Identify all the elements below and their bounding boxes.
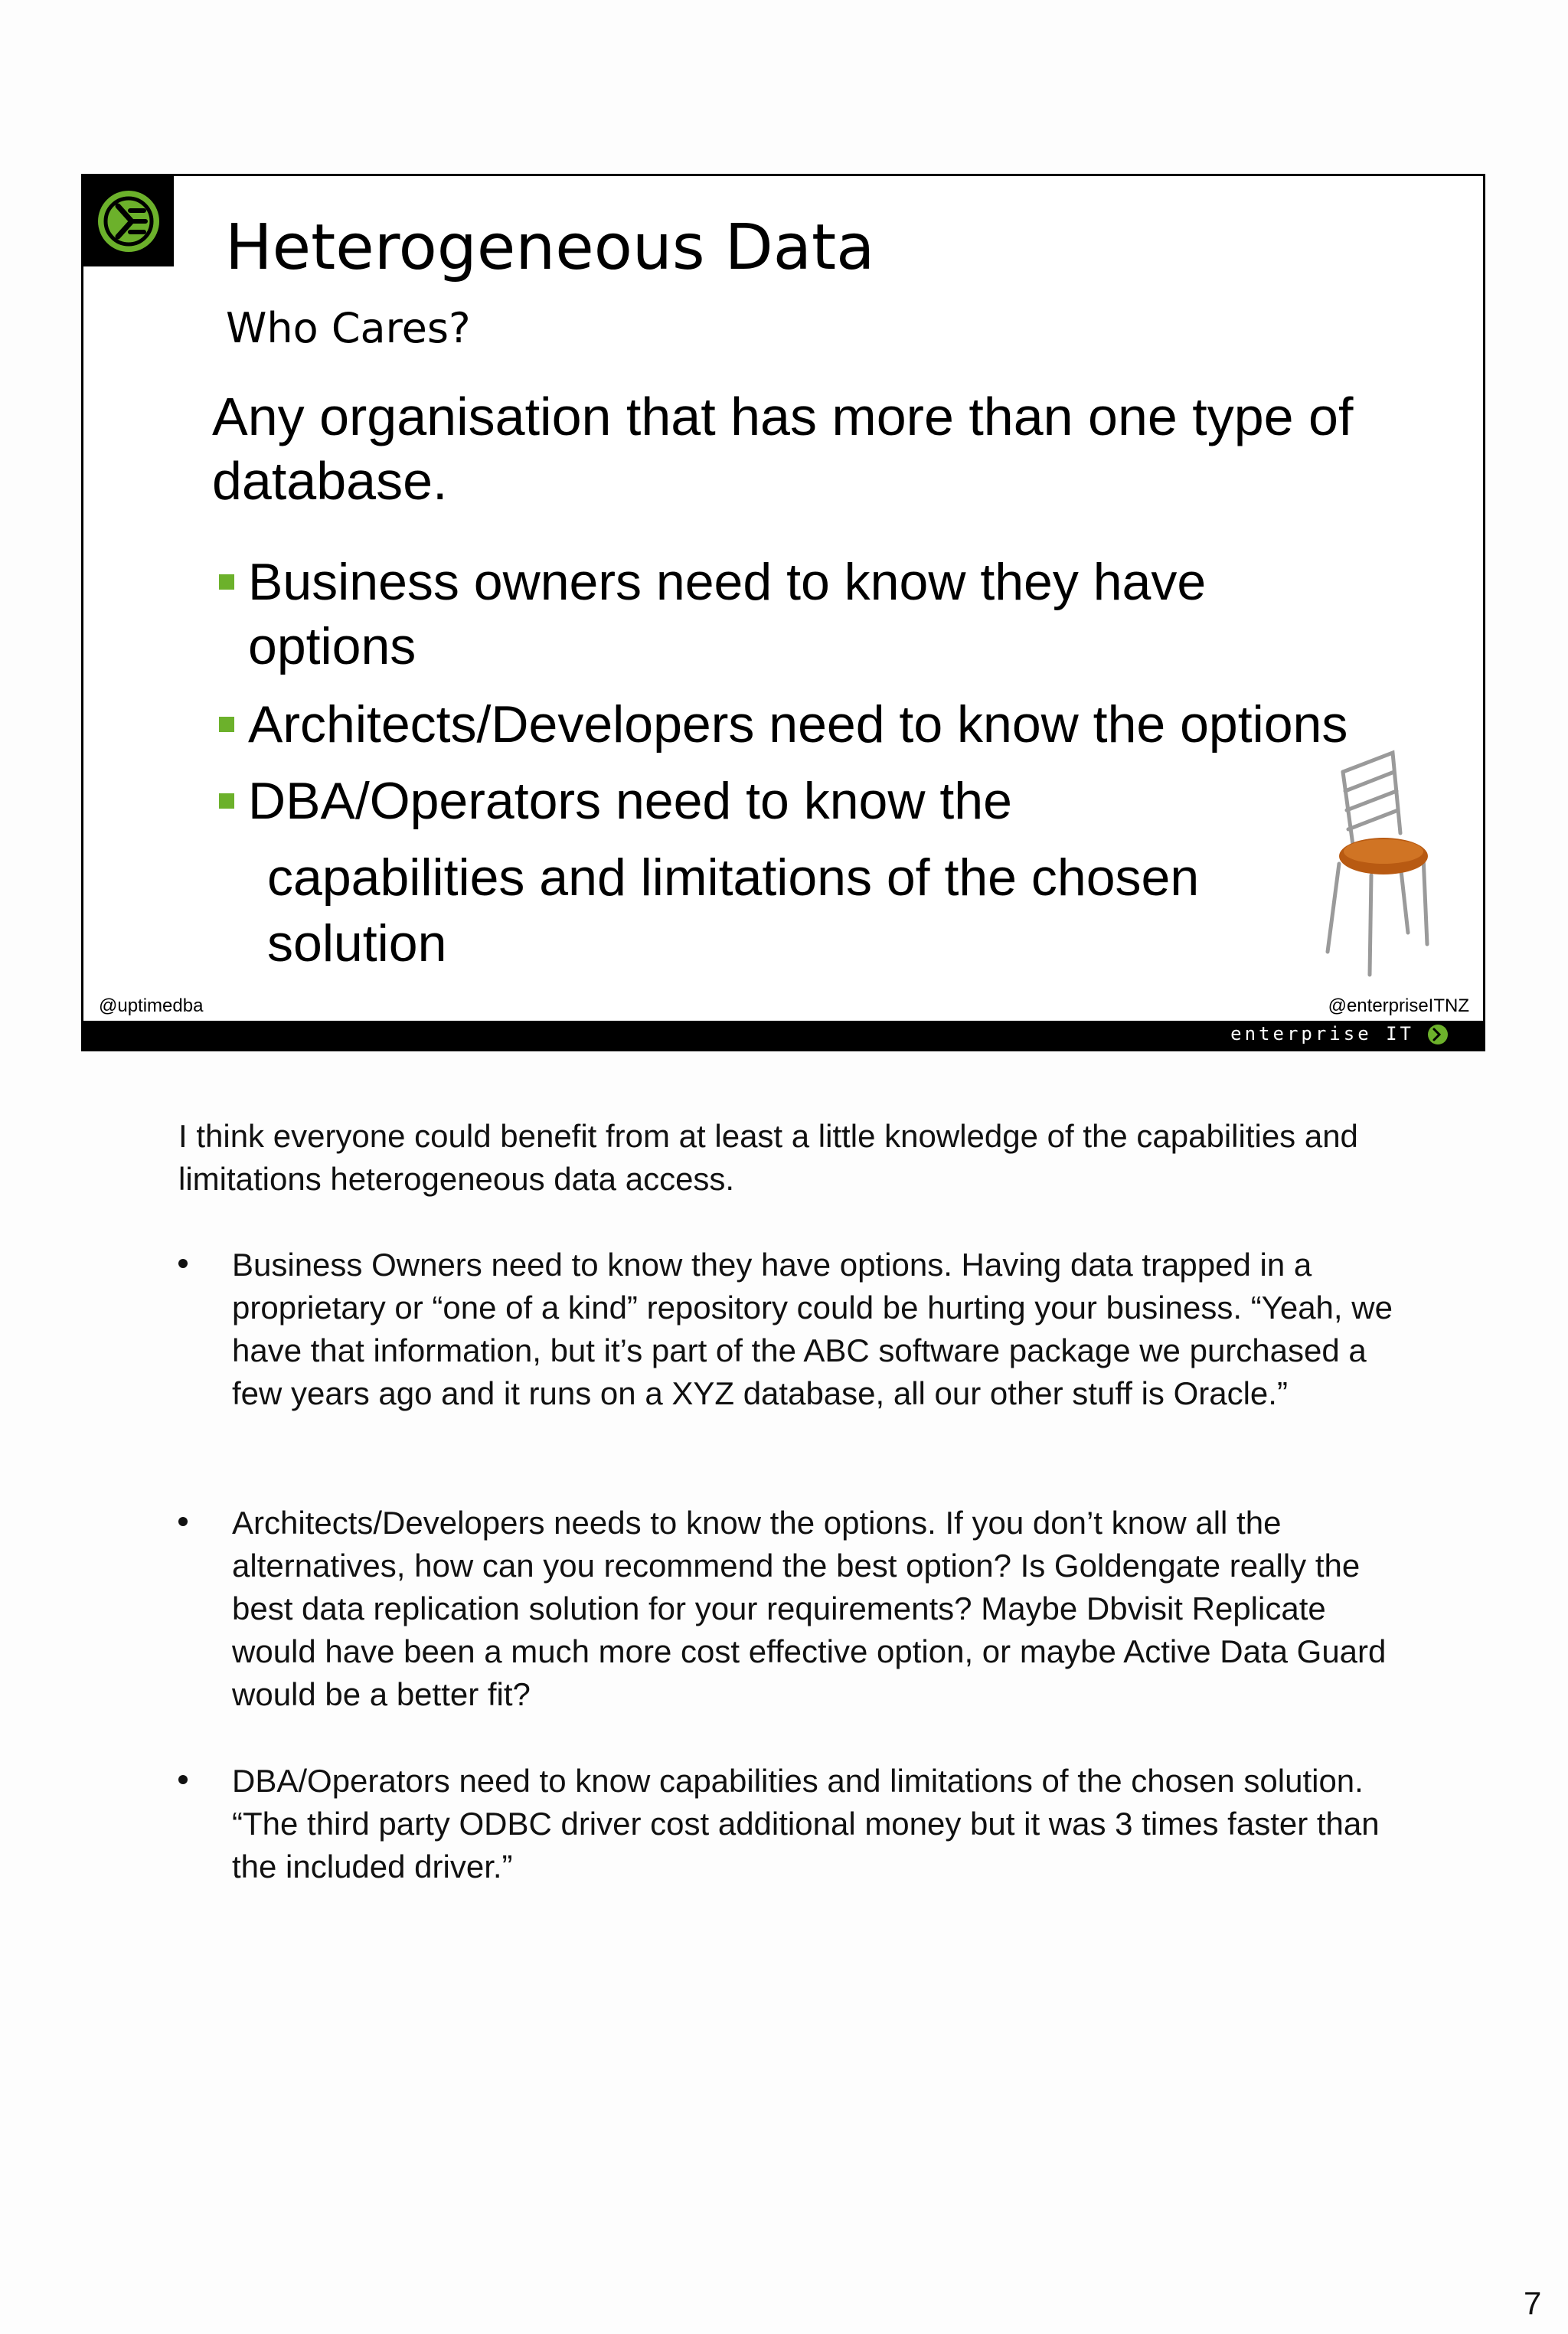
footer-logo-icon	[1426, 1023, 1449, 1046]
bullet-dot	[178, 1517, 188, 1526]
bullet-marker	[219, 574, 234, 590]
slide-subtitle: Who Cares?	[226, 304, 471, 352]
handle-right: @enterpriseITNZ	[1328, 995, 1469, 1016]
handle-left: @uptimedba	[99, 995, 204, 1016]
enterprise-it-logo	[83, 176, 174, 266]
bullet-3-line-3: solution	[267, 914, 447, 972]
slide-title: Heterogeneous Data	[225, 211, 875, 284]
slide-footer	[83, 1021, 1483, 1049]
bullet-3-line-1: DBA/Operators need to know the	[248, 772, 1012, 830]
page-number: 7	[1524, 2285, 1542, 2321]
notes-item-text: Business Owners need to know they have options. Having data trapped in a proprietary or “one of a kind” repository could be hurting your business. “Yeah, we have that information, but it’s part of the ABC software package we purchased a few years ago and it runs on a XYZ database, all our other stuff is Oracle.”	[232, 1247, 1393, 1411]
notes-item-text: DBA/Operators need to know capabilities and limitations of the chosen solution. “The third party ODBC driver cost additional money but it was 3 times faster than the included driver.”	[232, 1763, 1380, 1885]
bullet-1-line-1: Business owners need to know they have	[248, 553, 1207, 611]
bullet-marker	[219, 793, 234, 809]
chair-image	[1285, 749, 1469, 979]
enterprise-it-logo-icon	[95, 188, 162, 255]
bullet-dot	[178, 1259, 188, 1268]
bullet-3-line-2: capabilities and limitations of the chosen	[267, 848, 1200, 907]
bullet-dot	[178, 1775, 188, 1784]
notes-item-text: Architects/Developers needs to know the options. If you don’t know all the alternatives, how can you recommend the best option? Is Goldengate really the best data replication solution for your requirements? Maybe Dbvisit Replicate would have been a much more cost effective option, or maybe Active Data Guard would be a better fit?	[232, 1505, 1387, 1712]
bullet-marker	[219, 717, 234, 732]
bullet-1-line-2: options	[248, 617, 416, 675]
slide-intro: Any organisation that has more than one type of database.	[212, 387, 1354, 511]
bullet-2-line-1: Architects/Developers need to know the options	[248, 695, 1348, 753]
footer-brand: enterprise IT	[1230, 1023, 1414, 1044]
slide-frame	[81, 174, 1485, 1051]
speaker-notes	[178, 1115, 1403, 1885]
notes-intro: I think everyone could benefit from at least a little knowledge of the capabilities and limitations heterogeneous data access.	[178, 1118, 1358, 1197]
